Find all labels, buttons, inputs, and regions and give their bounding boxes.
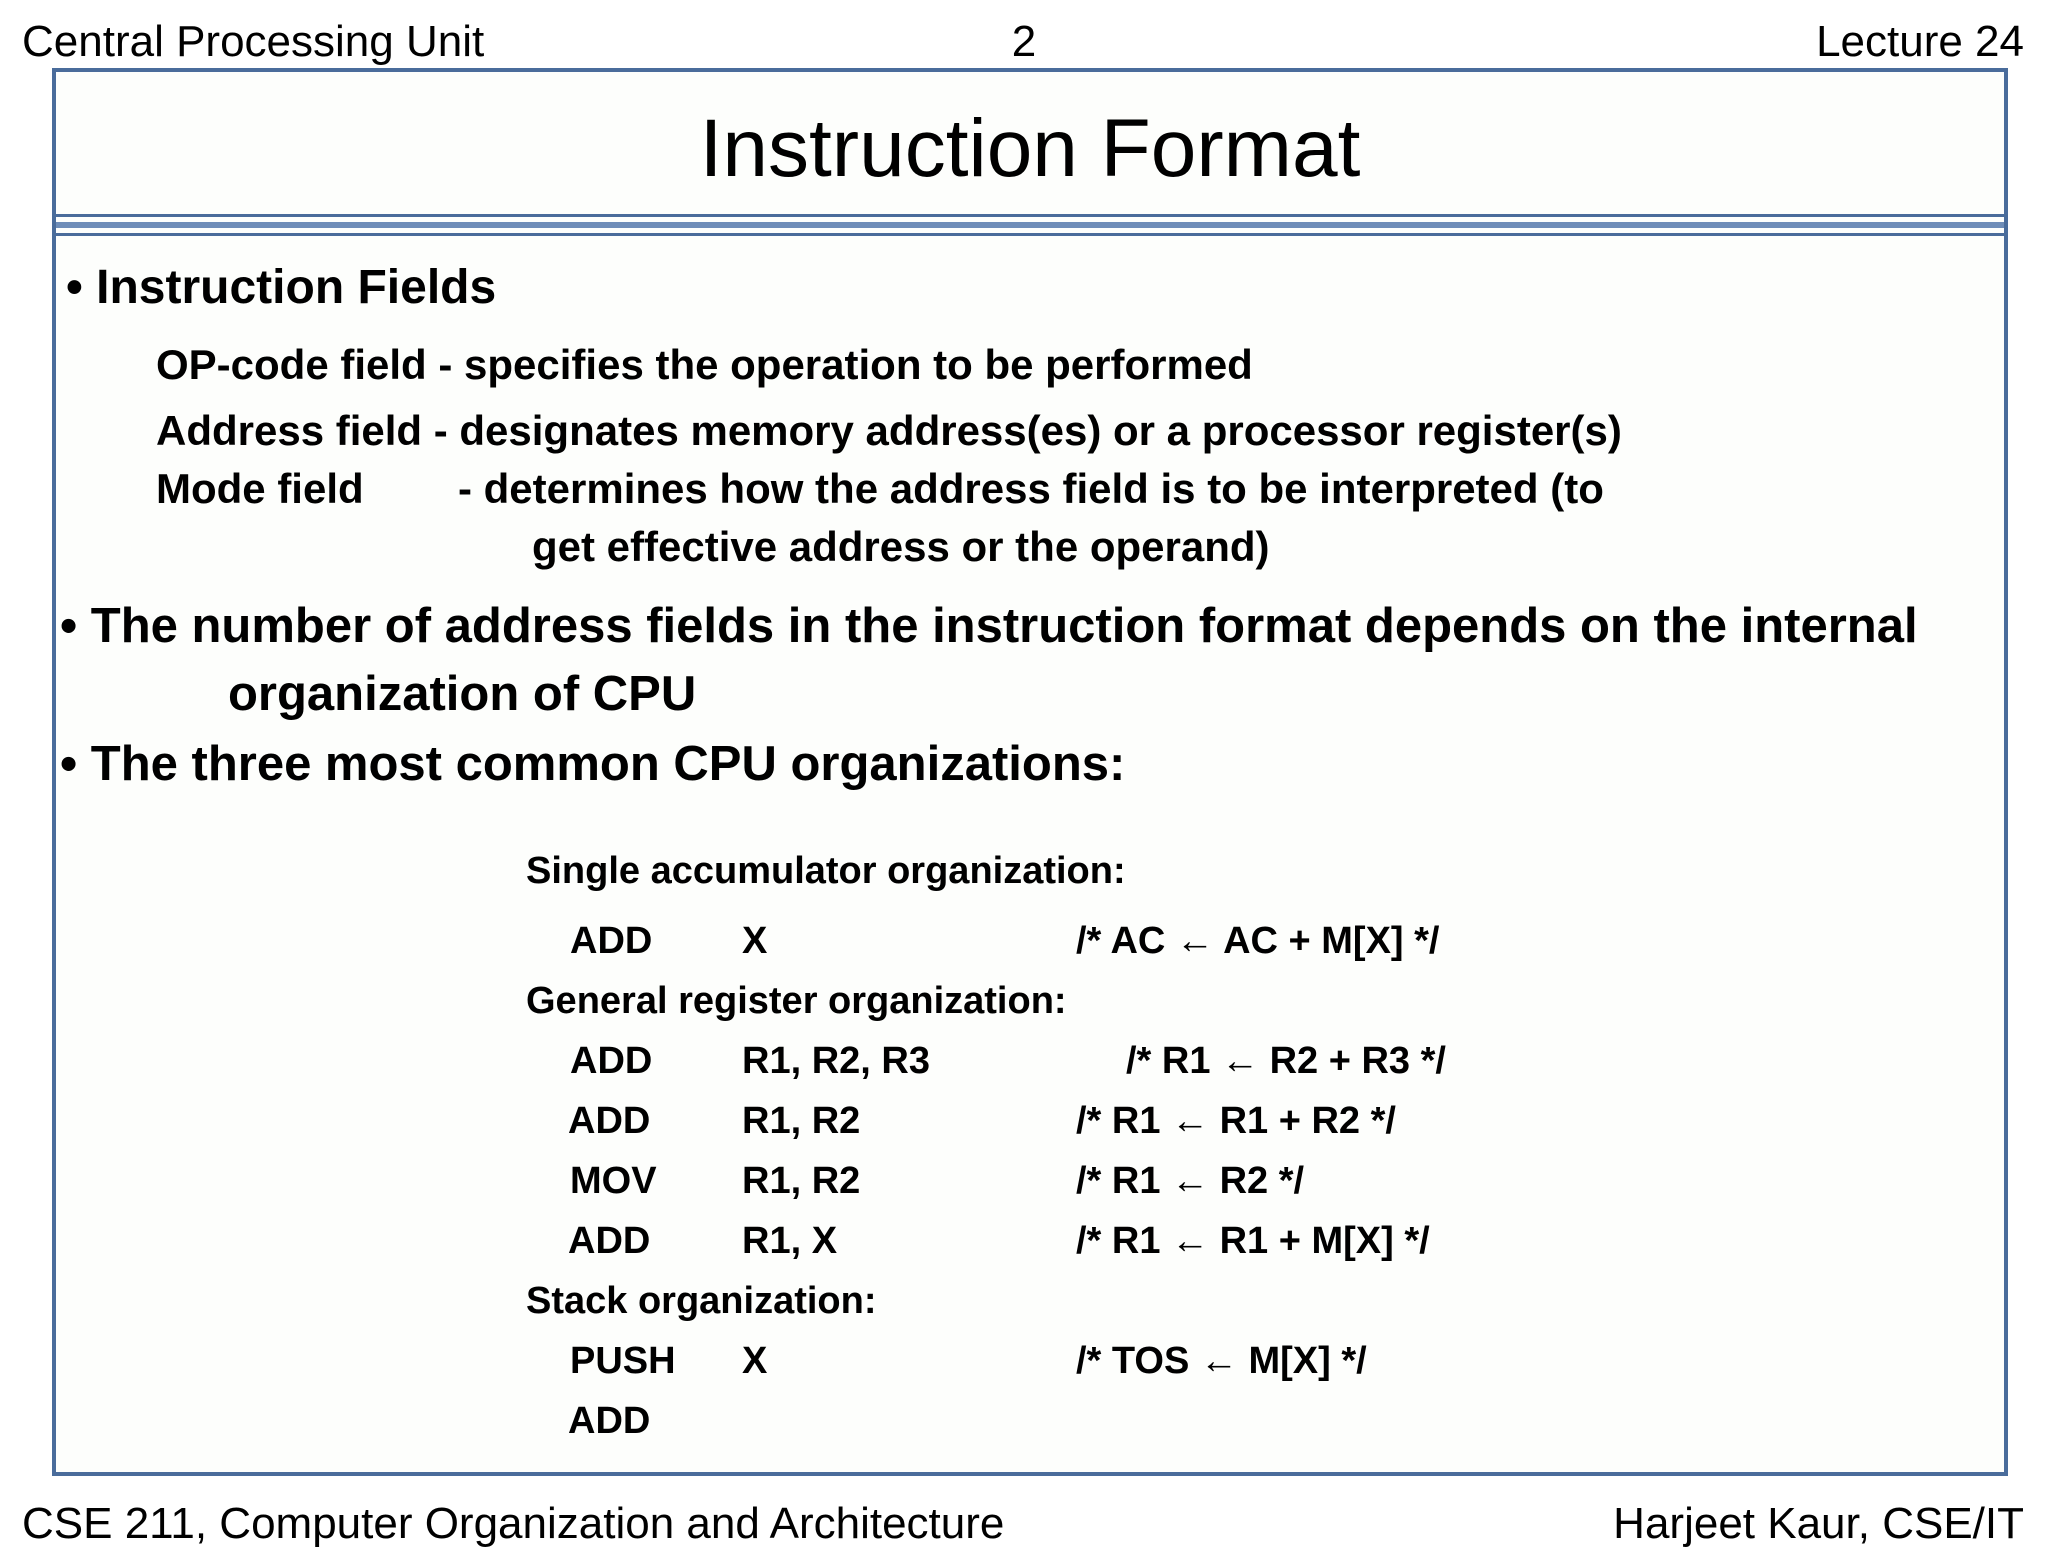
title-divider-middle	[56, 222, 2004, 228]
bullet-cpu-organizations: • The three most common CPU organizations:	[60, 737, 1126, 791]
instr-operands: R1, R2	[742, 1160, 861, 1202]
instr-opcode: ADD	[568, 1220, 651, 1262]
bullet-address-fields-line2: organization of CPU	[228, 667, 697, 721]
slide-title: Instruction Format	[699, 103, 1361, 194]
org-heading-single-accumulator: Single accumulator organization:	[526, 850, 1126, 892]
instr-opcode: ADD	[570, 1040, 653, 1082]
title-divider-top	[56, 214, 2004, 217]
slide-frame	[52, 68, 2008, 1476]
title-divider-bottom	[56, 233, 2004, 236]
header-page-number: 2	[1011, 17, 1037, 66]
instr-opcode: ADD	[570, 920, 653, 962]
instr-comment: /* R1 ← R1 + M[X] */	[1076, 1220, 1430, 1262]
field-mode-name: Mode field	[156, 465, 364, 512]
org-heading-general-register: General register organization:	[526, 980, 1067, 1022]
slide-footer	[0, 1499, 2048, 1550]
field-mode-description: - determines how the address field is to be interpreted (to	[458, 465, 1604, 512]
header-lecture-label: Lecture 24	[1816, 17, 2024, 66]
instr-operands: X	[742, 920, 768, 962]
header-section-title: Central Processing Unit	[22, 17, 485, 66]
instr-operands: X	[742, 1340, 768, 1382]
instr-comment: /* TOS ← M[X] */	[1076, 1340, 1367, 1382]
instr-comment: /* R1 ← R2 + R3 */	[1126, 1040, 1446, 1082]
bullet-address-fields-line1: • The number of address fields in the instruction format depends on the internal	[60, 599, 1918, 653]
field-address-description: Address field - designates memory address(es) or a processor register(s)	[156, 407, 1622, 454]
instr-comment: /* R1 ← R2 */	[1076, 1160, 1305, 1202]
instr-comment: /* R1 ← R1 + R2 */	[1076, 1100, 1396, 1142]
instr-operands: R1, R2, R3	[742, 1040, 930, 1082]
instr-opcode: ADD	[568, 1400, 651, 1442]
instr-comment: /* AC ← AC + M[X] */	[1076, 920, 1440, 962]
instr-opcode: ADD	[568, 1100, 651, 1142]
field-opcode-description: OP-code field - specifies the operation to be performed	[156, 341, 1253, 388]
instr-operands: R1, R2	[742, 1100, 861, 1142]
footer-course-name: CSE 211, Computer Organization and Architecture	[22, 1499, 1005, 1548]
instr-operands: R1, X	[742, 1220, 838, 1262]
instr-opcode: MOV	[570, 1160, 657, 1202]
bullet-instruction-fields: • Instruction Fields	[66, 261, 497, 314]
slide-header	[0, 17, 2048, 68]
footer-author: Harjeet Kaur, CSE/IT	[1613, 1499, 2024, 1548]
org-heading-stack: Stack organization:	[526, 1280, 877, 1322]
instr-opcode: PUSH	[570, 1340, 676, 1382]
field-mode-description-continued: get effective address or the operand)	[532, 523, 1270, 570]
